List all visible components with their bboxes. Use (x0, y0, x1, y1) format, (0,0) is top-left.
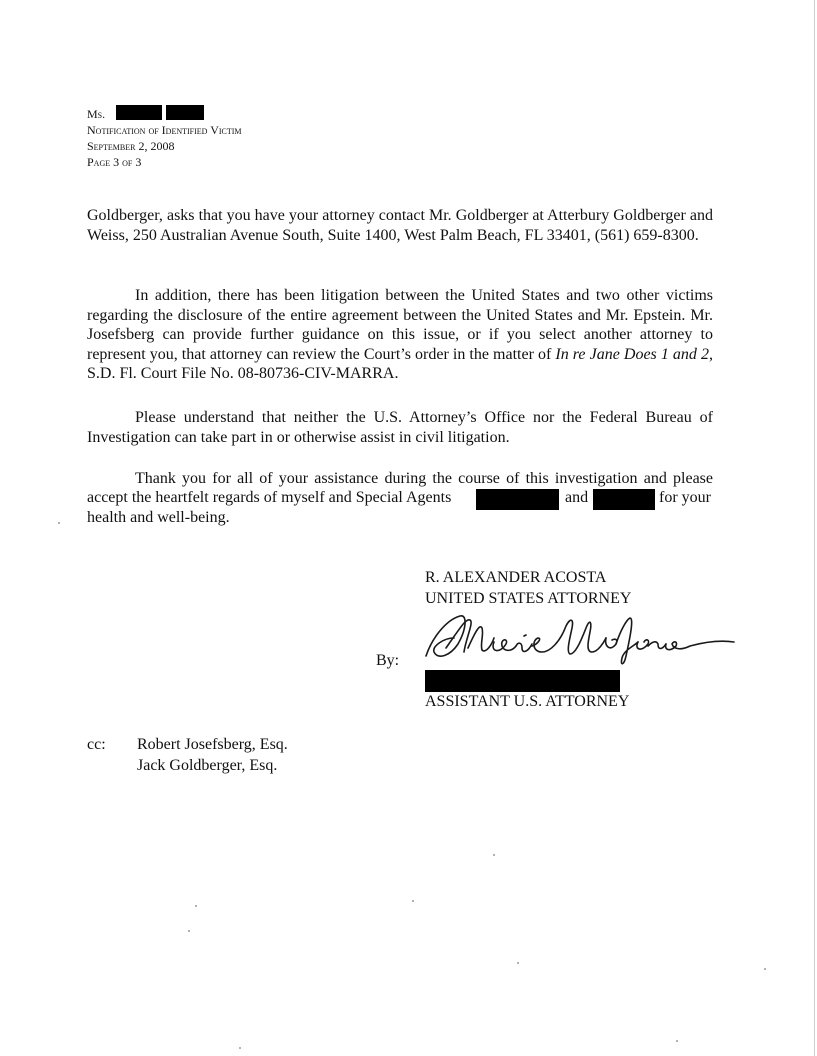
case-name: In re Jane Does 1 and 2 (555, 345, 709, 363)
page-number: Page 3 of 3 (87, 155, 142, 169)
redaction-bar (593, 489, 655, 510)
paragraph-thanks-line-2c: for your (659, 489, 711, 506)
redaction-bar (476, 489, 559, 510)
scan-speck (412, 900, 414, 902)
handwritten-signature (420, 608, 740, 668)
signatory-title: ASSISTANT U.S. ATTORNEY (425, 693, 630, 710)
paragraph-contact: Goldberger, asks that you have your attorney contact Mr. Goldberger at Atterbury Goldberger and Weiss, 250 Australian Avenue South, Suite 1400, West Palm Beach, FL 33401, (561) 659-8300. (87, 207, 713, 244)
signatory-name: R. ALEXANDER ACOSTA (425, 569, 607, 586)
scan-speck (188, 930, 190, 932)
scan-speck (676, 1040, 678, 1042)
redaction-bar (166, 105, 204, 120)
cc-recipient: Jack Goldberger, Esq. (137, 757, 278, 774)
scan-speck (517, 962, 519, 964)
scan-speck (764, 968, 766, 970)
scan-speck (239, 1047, 241, 1049)
cc-label: cc: (87, 736, 106, 753)
redaction-bar (116, 105, 162, 120)
paragraph-litigation (87, 286, 713, 384)
cc-recipients (137, 734, 288, 776)
scan-speck (195, 905, 197, 907)
paragraph-thanks-line-2b: and (565, 489, 589, 506)
case-file-number: , S.D. Fl. Court File No. 08-80736-CIV-MARRA. (87, 345, 713, 383)
letter-header (87, 106, 242, 170)
paragraph-thanks-line-2a: accept the heartfelt regards of myself and Special Agents (87, 489, 452, 506)
paragraph-civil-litigation: Please understand that neither the U.S. Attorney’s Office nor the Federal Bureau of Investigation can take part in or otherwise assist in civil litigation. (87, 409, 713, 446)
paragraph-thanks-line-3: health and well-being. (87, 509, 230, 526)
by-label: By: (376, 652, 400, 669)
scan-speck (493, 854, 495, 856)
redaction-bar (425, 670, 620, 692)
subject-line: Notification of Identified Victim (87, 123, 242, 137)
page-edge (814, 0, 815, 1056)
paragraph-thanks-line-1: Thank you for all of your assistance during the course of this investigation and please (135, 470, 713, 487)
salutation: Ms. (87, 107, 106, 121)
scan-speck (58, 522, 60, 524)
paragraph-litigation-text: In addition, there has been litigation between the United States and two other victims regarding the disclosure of the entire agreement between the United States and Mr. Epstein. Mr. Josefsberg can provide further guidance on this issue, or if you select another attorney to represent you, that attorney can review the Court’s order in the matter of (87, 287, 713, 363)
letter-date: September 2, 2008 (87, 139, 175, 153)
signatory-office: UNITED STATES ATTORNEY (425, 590, 632, 607)
cc-recipient: Robert Josefsberg, Esq. (137, 736, 288, 753)
